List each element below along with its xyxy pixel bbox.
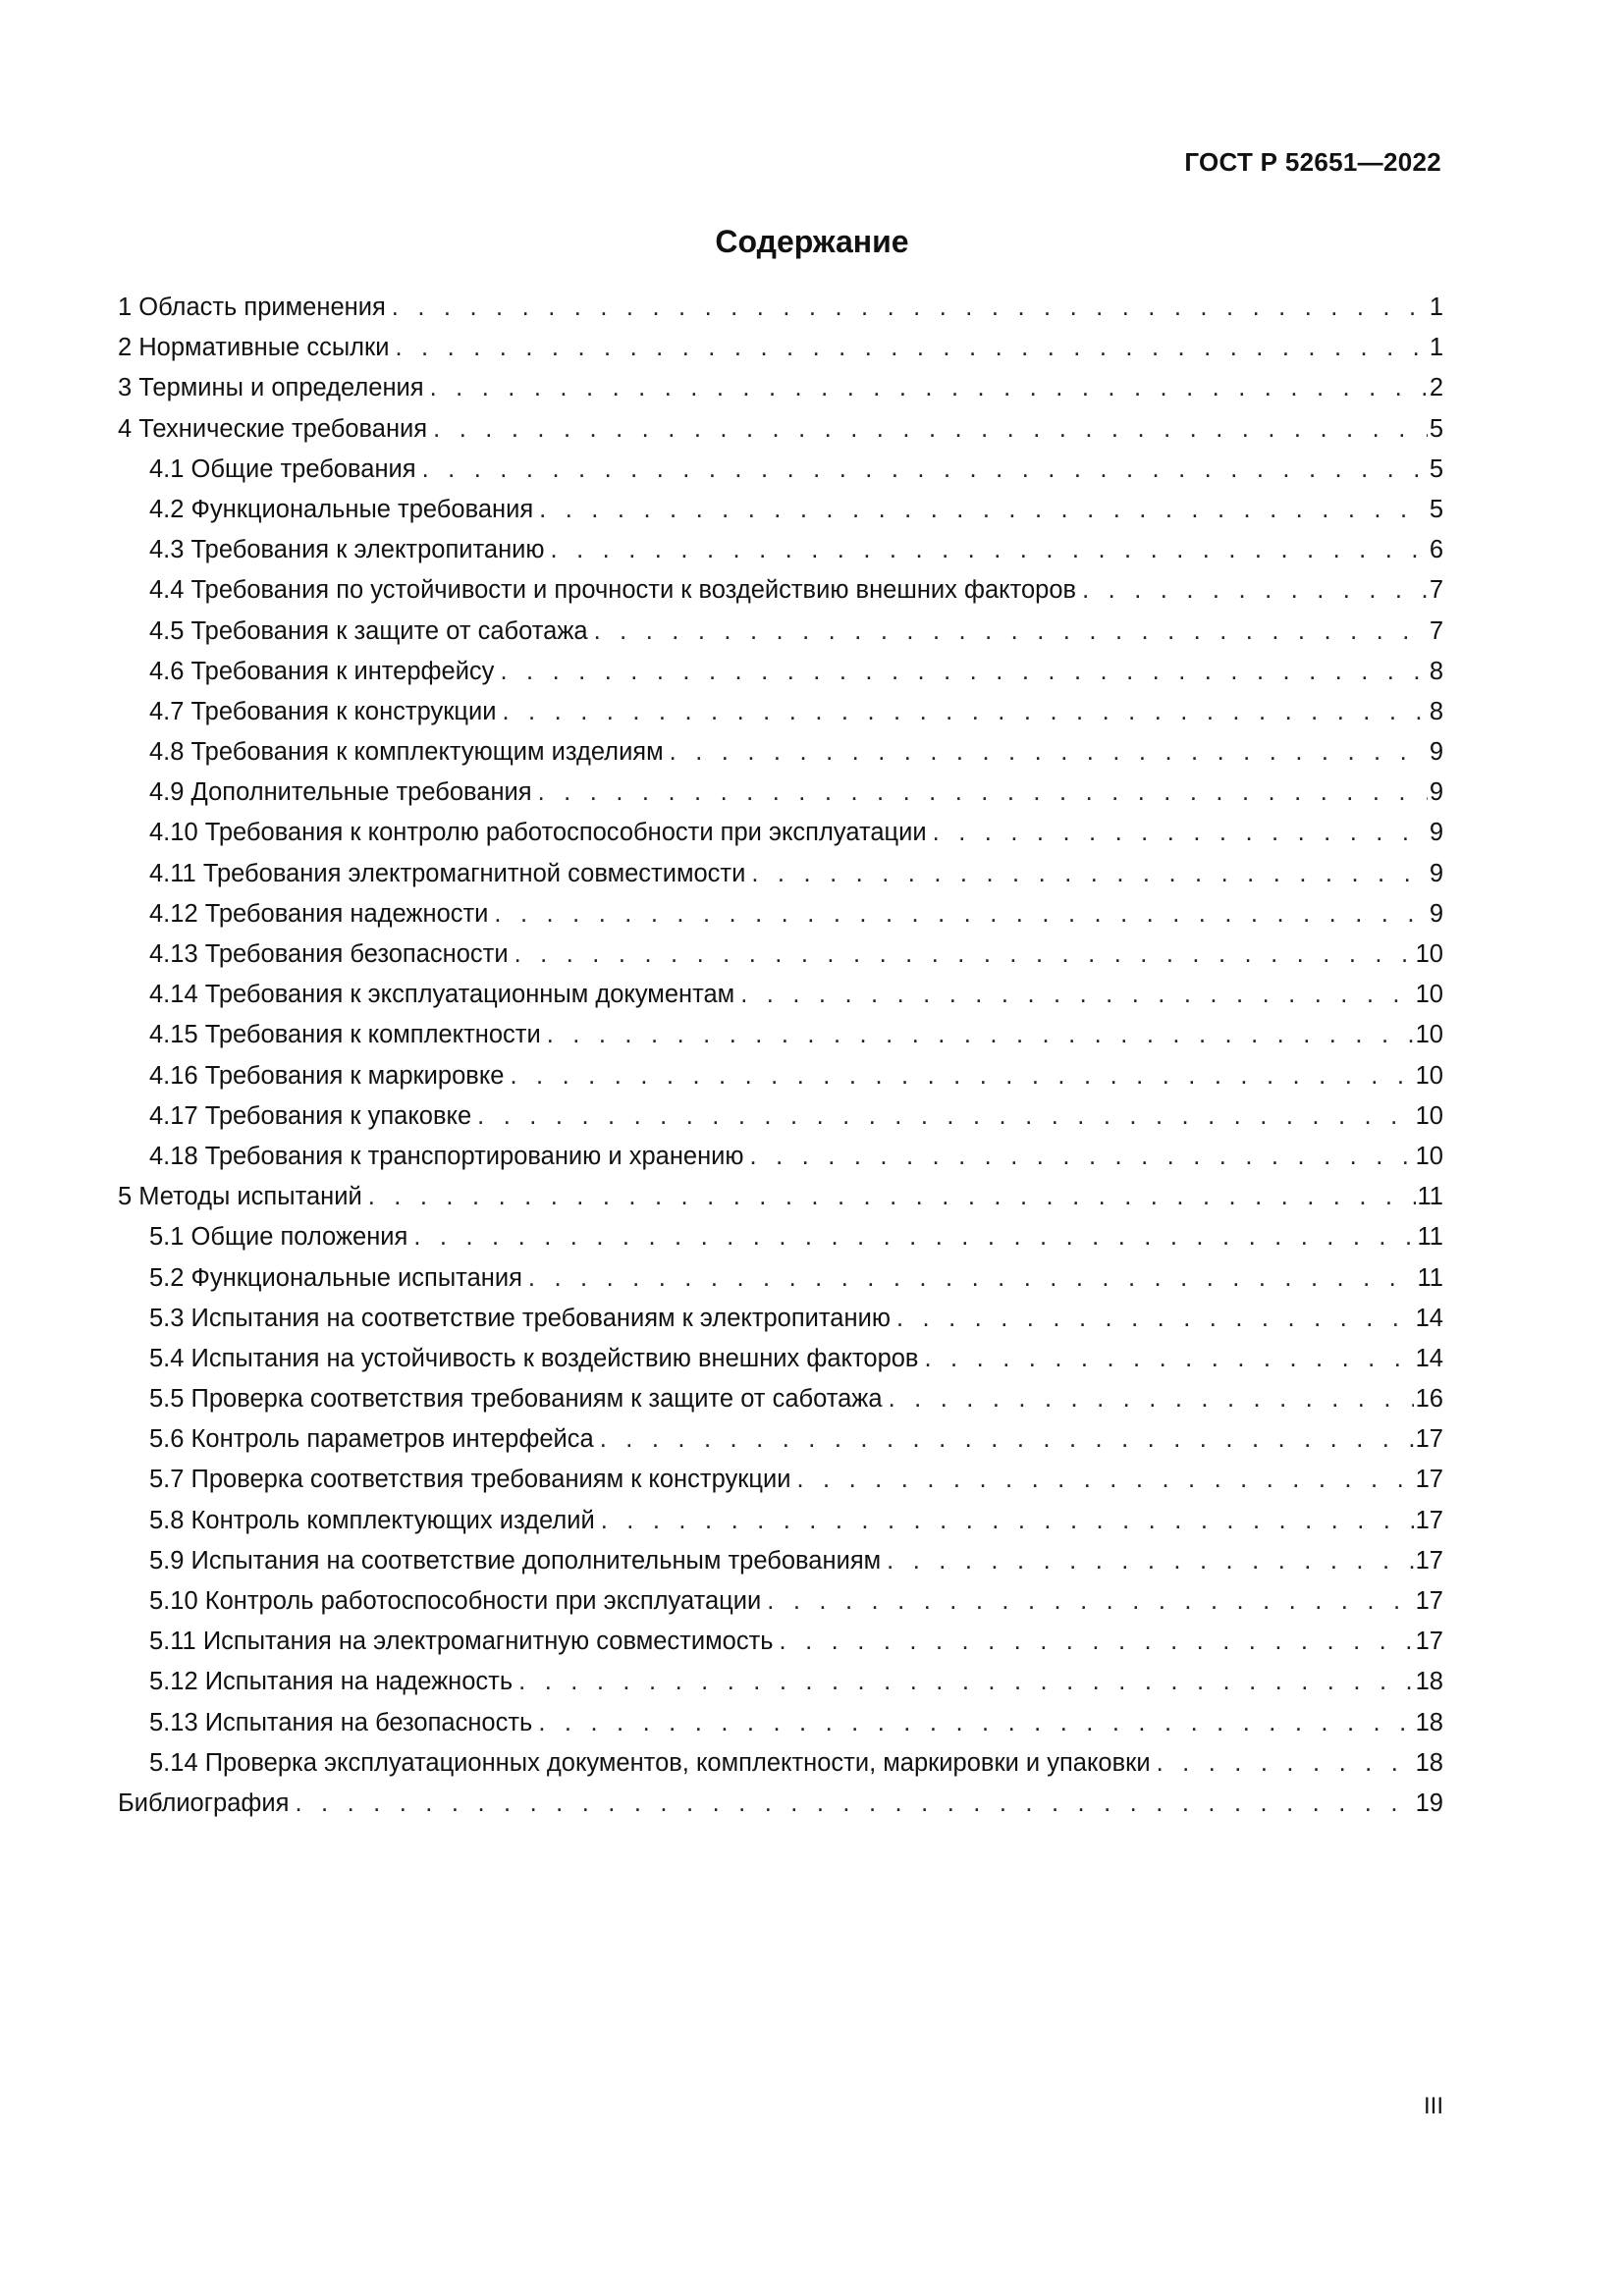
toc-entry[interactable]: [118, 1784, 1443, 1824]
toc-entry[interactable]: [118, 1258, 1443, 1299]
toc-entry[interactable]: [118, 1622, 1443, 1662]
toc-entry-label: 5.4 Испытания на устойчивость к воздействию внешних факторов: [149, 1344, 919, 1372]
toc-dot-leader: [896, 1299, 1414, 1339]
toc-entry[interactable]: [118, 1177, 1443, 1217]
toc-entry[interactable]: [118, 732, 1443, 773]
toc-dot-leader: [551, 530, 1428, 570]
toc-entry-page: 9: [1429, 899, 1443, 928]
toc-dot-leader: [601, 1501, 1414, 1541]
toc-entry[interactable]: [118, 1581, 1443, 1622]
toc-entry[interactable]: [118, 1501, 1443, 1541]
toc-entry-page: 11: [1417, 1263, 1443, 1292]
toc-entry-label: 1 Область применения: [118, 294, 386, 321]
toc-entry-label: 4.2 Функциональные требования: [149, 495, 534, 523]
toc-entry[interactable]: [118, 1096, 1443, 1137]
toc-dot-leader: [500, 652, 1427, 692]
toc-entry-label: 5.6 Контроль параметров интерфейса: [149, 1425, 594, 1454]
toc-entry-page: 5: [1429, 454, 1443, 483]
toc-dot-leader: [422, 450, 1428, 490]
toc-dot-leader: [538, 773, 1428, 813]
toc-dot-leader: [368, 1177, 1416, 1217]
toc-dot-leader: [528, 1258, 1416, 1299]
toc-dot-leader: [594, 612, 1428, 652]
page-number: III: [1423, 2093, 1443, 2119]
page-title: Содержание: [715, 224, 909, 259]
toc-entry-page: 8: [1429, 657, 1443, 685]
toc-entry-label: 4.3 Требования к электропитанию: [149, 536, 545, 564]
toc-entry-page: 1: [1429, 294, 1443, 321]
toc-entry-label: 4.1 Общие требования: [149, 454, 416, 483]
toc-entry[interactable]: [118, 975, 1443, 1015]
toc-entry-label: 4.9 Дополнительные требования: [149, 778, 532, 807]
toc-entry[interactable]: [118, 450, 1443, 490]
toc-entry-label: 2 Нормативные ссылки: [118, 334, 390, 362]
toc-entry-label: 4.10 Требования к контролю работоспособности при эксплуатации: [149, 819, 927, 847]
toc-entry[interactable]: [118, 894, 1443, 934]
toc-entry-label: 4.16 Требования к маркировке: [149, 1061, 505, 1090]
toc-entry-label: 4.13 Требования безопасности: [149, 940, 509, 968]
toc-entry-page: 11: [1417, 1183, 1443, 1211]
toc-entry-label: 5.11 Испытания на электромагнитную совместимость: [149, 1628, 774, 1656]
toc-entry-page: 18: [1415, 1668, 1443, 1696]
toc-dot-leader: [295, 1784, 1413, 1824]
toc-entry[interactable]: [118, 854, 1443, 894]
toc-dot-leader: [494, 894, 1427, 934]
toc-entry-page: 18: [1415, 1748, 1443, 1777]
toc-entry-label: 5.10 Контроль работоспособности при эксплуатации: [149, 1587, 762, 1615]
toc-dot-leader: [780, 1622, 1414, 1662]
toc-entry[interactable]: [118, 612, 1443, 652]
toc-entry-page: 9: [1429, 778, 1443, 807]
toc-entry[interactable]: [118, 1662, 1443, 1702]
toc-entry-label: 4.4 Требования по устойчивости и прочности к воздействию внешних факторов: [149, 576, 1077, 605]
toc-entry[interactable]: [118, 1339, 1443, 1379]
toc-entry-page: 19: [1415, 1789, 1443, 1817]
toc-dot-leader: [433, 409, 1428, 450]
toc-entry[interactable]: [118, 1460, 1443, 1500]
toc-entry[interactable]: [118, 1056, 1443, 1096]
toc-entry-label: 5.12 Испытания на надежность: [149, 1668, 514, 1696]
toc-entry[interactable]: [118, 530, 1443, 570]
toc-dot-leader: [477, 1096, 1413, 1137]
toc-entry-page: 17: [1415, 1587, 1443, 1615]
toc-entry[interactable]: [118, 1137, 1443, 1177]
toc-dot-leader: [740, 975, 1413, 1015]
toc-entry[interactable]: [118, 652, 1443, 692]
toc-entry[interactable]: [118, 1299, 1443, 1339]
toc-entry-label: 4.12 Требования надежности: [149, 899, 489, 928]
toc-entry[interactable]: [118, 1217, 1443, 1257]
toc-dot-leader: [510, 1056, 1413, 1096]
toc-entry-page: 10: [1415, 1101, 1443, 1130]
toc-dot-leader: [796, 1460, 1413, 1500]
toc-dot-leader: [889, 1379, 1414, 1419]
toc-entry-page: 14: [1415, 1344, 1443, 1372]
toc-entry-page: 10: [1415, 1021, 1443, 1049]
toc-entry[interactable]: [118, 288, 1443, 328]
toc-dot-leader: [539, 490, 1428, 530]
toc-entry-label: 5.8 Контроль комплектующих изделий: [149, 1506, 595, 1534]
toc-entry[interactable]: [118, 1703, 1443, 1743]
toc-dot-leader: [924, 1339, 1413, 1379]
toc-entry-page: 17: [1415, 1628, 1443, 1656]
toc-entry-label: 4 Технические требования: [118, 414, 428, 443]
toc-dot-leader: [751, 854, 1427, 894]
toc-entry-page: 17: [1415, 1506, 1443, 1534]
toc-entry-label: 5.9 Испытания на соответствие дополнительным требованиям: [149, 1546, 882, 1575]
toc-entry-page: 10: [1415, 1061, 1443, 1090]
toc-entry-page: 7: [1429, 576, 1443, 605]
toc-entry[interactable]: [118, 813, 1443, 853]
table-of-contents: [118, 288, 1443, 1824]
toc-entry[interactable]: [118, 1015, 1443, 1055]
toc-entry-page: 9: [1429, 738, 1443, 767]
toc-entry-label: 5 Методы испытаний: [118, 1183, 362, 1211]
toc-dot-leader: [600, 1419, 1414, 1460]
toc-dot-leader: [547, 1015, 1414, 1055]
toc-entry[interactable]: [118, 1379, 1443, 1419]
toc-entry-page: 10: [1415, 981, 1443, 1009]
toc-entry-label: 4.17 Требования к упаковке: [149, 1101, 472, 1130]
toc-entry-label: 4.8 Требования к комплектующим изделиям: [149, 738, 664, 767]
toc-dot-leader: [887, 1541, 1413, 1581]
toc-dot-leader: [413, 1217, 1415, 1257]
toc-dot-leader: [1082, 570, 1428, 611]
toc-entry-label: 4.7 Требования к конструкции: [149, 697, 497, 725]
toc-entry-label: 5.7 Проверка соответствия требованиям к конструкции: [149, 1466, 791, 1494]
toc-entry-page: 11: [1417, 1223, 1443, 1252]
toc-dot-leader: [502, 692, 1427, 732]
toc-entry-page: 17: [1415, 1425, 1443, 1454]
toc-entry[interactable]: [118, 773, 1443, 813]
toc-entry-label: 4.15 Требования к комплектности: [149, 1021, 541, 1049]
toc-entry-page: 17: [1415, 1546, 1443, 1575]
toc-entry-label: 4.11 Требования электромагнитной совместимости: [149, 859, 746, 887]
toc-entry-label: 5.1 Общие положения: [149, 1223, 408, 1252]
toc-entry[interactable]: [118, 692, 1443, 732]
toc-entry-label: 5.14 Проверка эксплуатационных документов, комплектности, маркировки и упаковки: [149, 1748, 1151, 1777]
toc-entry[interactable]: [118, 934, 1443, 975]
toc-entry-page: 16: [1415, 1385, 1443, 1414]
toc-entry[interactable]: [118, 1419, 1443, 1460]
toc-dot-leader: [392, 288, 1428, 328]
toc-entry-page: 14: [1415, 1304, 1443, 1332]
toc-dot-leader: [514, 934, 1414, 975]
toc-entry-page: 9: [1429, 859, 1443, 887]
toc-dot-leader: [430, 368, 1428, 408]
toc-entry-page: 2: [1429, 374, 1443, 402]
toc-entry-label: 5.5 Проверка соответствия требованиям к защите от саботажа: [149, 1385, 883, 1414]
toc-entry-page: 7: [1429, 616, 1443, 645]
toc-entry-page: 1: [1429, 334, 1443, 362]
toc-dot-leader: [1157, 1743, 1414, 1784]
toc-entry-label: 4.18 Требования к транспортированию и хранению: [149, 1142, 744, 1170]
toc-dot-leader: [395, 328, 1427, 368]
toc-dot-leader: [518, 1662, 1413, 1702]
toc-entry[interactable]: [118, 409, 1443, 450]
toc-entry[interactable]: [118, 570, 1443, 611]
toc-entry[interactable]: [118, 1743, 1443, 1784]
toc-entry-label: 4.6 Требования к интерфейсу: [149, 657, 495, 685]
toc-entry-page: 5: [1429, 495, 1443, 523]
toc-dot-leader: [767, 1581, 1413, 1622]
toc-entry[interactable]: [118, 1541, 1443, 1581]
toc-entry[interactable]: [118, 328, 1443, 368]
toc-entry-page: 10: [1415, 940, 1443, 968]
toc-entry-label: 5.3 Испытания на соответствие требованиям к электропитанию: [149, 1304, 891, 1332]
document-standard-id: ГОСТ Р 52651—2022: [1184, 147, 1441, 177]
toc-dot-leader: [670, 732, 1428, 773]
toc-entry-label: 5.2 Функциональные испытания: [149, 1263, 522, 1292]
toc-entry[interactable]: [118, 368, 1443, 408]
toc-entry-label: 4.14 Требования к эксплуатационным документам: [149, 981, 735, 1009]
toc-entry-page: 9: [1429, 819, 1443, 847]
toc-dot-leader: [750, 1137, 1414, 1177]
toc-entry-page: 18: [1415, 1708, 1443, 1736]
toc-entry-label: Библиография: [118, 1789, 290, 1817]
toc-entry-page: 5: [1429, 414, 1443, 443]
toc-dot-leader: [933, 813, 1428, 853]
toc-dot-leader: [538, 1703, 1413, 1743]
toc-entry-page: 8: [1429, 697, 1443, 725]
toc-entry-page: 10: [1415, 1142, 1443, 1170]
toc-entry[interactable]: [118, 490, 1443, 530]
toc-entry-page: 17: [1415, 1466, 1443, 1494]
toc-entry-page: 6: [1429, 536, 1443, 564]
toc-entry-label: 5.13 Испытания на безопасность: [149, 1708, 533, 1736]
toc-entry-label: 4.5 Требования к защите от саботажа: [149, 616, 588, 645]
toc-entry-label: 3 Термины и определения: [118, 374, 424, 402]
